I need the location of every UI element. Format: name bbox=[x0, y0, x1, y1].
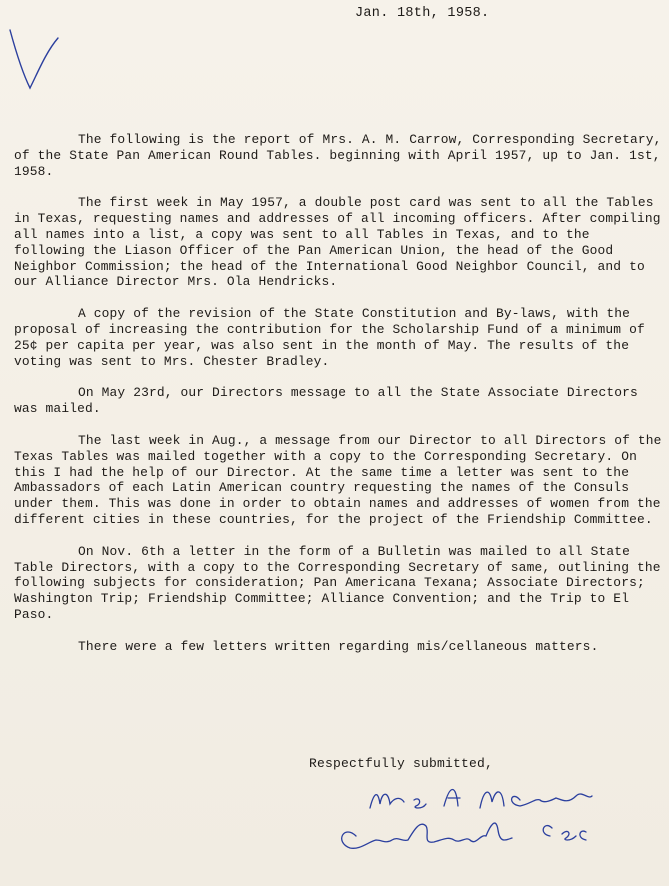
closing-line: Respectfully submitted, bbox=[309, 756, 494, 771]
paragraph-august: The last week in Aug., a message from our Director to all Directors of the Texas Tables was mailed together with a copy to the Corresponding Secretary. On this I had the help of our Director. At the same time a letter was sent to the Ambassadors of each Latin American country requesting the names of the Consuls under them. This was done in order to obtain names and addresses of women from the different cities in these countries, for the project of the Friendship Committee. bbox=[14, 432, 662, 527]
paragraph-intro: The following is the report of Mrs. A. M. Carrow, Corresponding Secretary, of the State Pan American Round Tables. beginning with April 1957, up to Jan. 1st, 1958. bbox=[14, 132, 662, 179]
paragraph-november: On Nov. 6th a letter in the form of a Bulletin was mailed to all State Table Directors, with a copy to the Corresponding Secretary of same, outlining the following subjects for consideration; Pan Americana Texana; Associate Directors; Washington Trip; Friendship Committee; Alliance Convention; and the Trip to El Paso. bbox=[14, 543, 661, 622]
letter-body bbox=[14, 132, 664, 671]
paragraph-may-postcard: The first week in May 1957, a double post card was sent to all the Tables in Texas, requesting names and addresses of all incoming officers. After compiling all names into a list, a copy was sent to all Tables in Texas, and to the following the Liason Officer of the Pan American Union, the head of the Good Neighbor Commission; the head of the International Good Neighbor Council, and to our Alliance Director Mrs. Ola Hendricks. bbox=[14, 195, 661, 290]
paragraph-constitution: A copy of the revision of the State Constitution and By-laws, with the proposal of increasing the contribution for the Scholarship Fund of a minimum of 25¢ per capita per year, was also sent in the month of May. The results of the voting was sent to Mrs. Chester Bradley. bbox=[14, 306, 645, 369]
letter-date: Jan. 18th, 1958. bbox=[355, 6, 490, 21]
paragraph-miscellaneous: There were a few letters written regarding mis/cellaneous matters. bbox=[78, 638, 599, 654]
handwritten-signature bbox=[330, 770, 630, 870]
checkmark-icon bbox=[6, 22, 66, 102]
paragraph-may-23: On May 23rd, our Directors message to all the State Associate Directors was mailed. bbox=[14, 385, 638, 417]
